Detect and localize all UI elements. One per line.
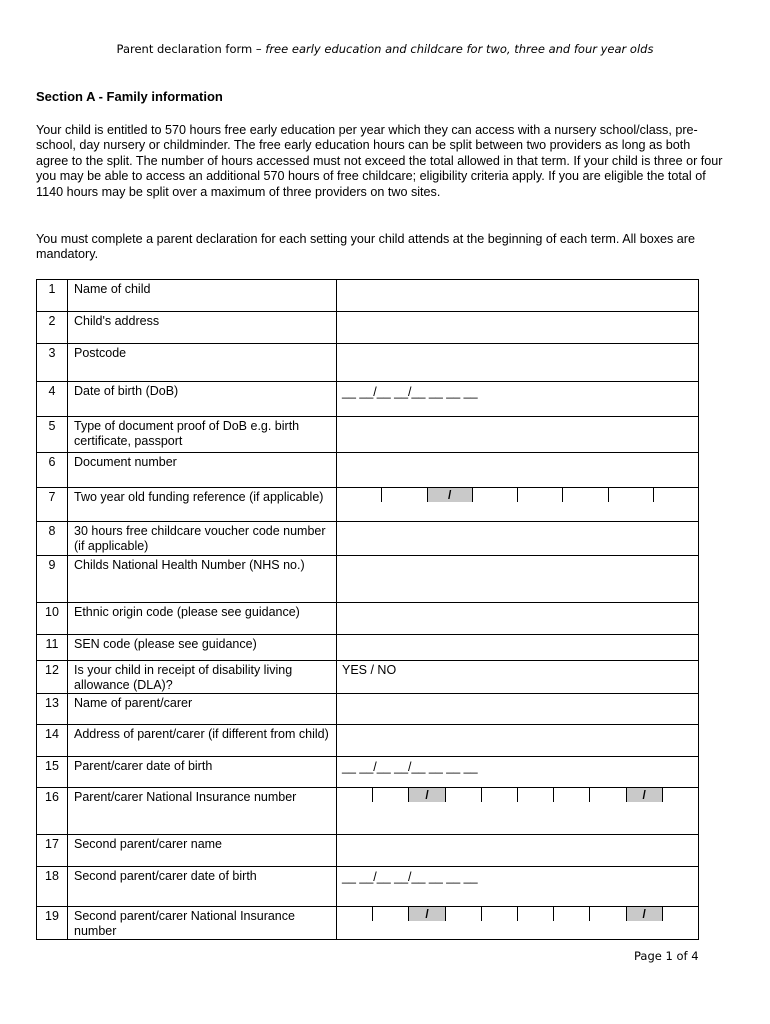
parent-ni-number-field[interactable] (337, 788, 699, 835)
separator-box (627, 788, 663, 802)
form-header (0, 42, 770, 56)
table-row (37, 788, 699, 835)
char-box[interactable] (554, 907, 590, 921)
row-number: 16 (37, 788, 68, 835)
char-box[interactable] (373, 788, 409, 802)
char-box[interactable] (337, 907, 373, 921)
row-label: Name of child (68, 280, 337, 312)
table-row (37, 694, 699, 725)
slash-mark: / (642, 907, 646, 921)
row-number: 7 (37, 488, 68, 522)
table-row (37, 556, 699, 603)
page-number: Page 1 of 4 (634, 949, 699, 963)
char-box[interactable] (518, 907, 554, 921)
date-placeholder: __ __/__ __/__ __ __ __ (342, 385, 478, 399)
table-row (37, 867, 699, 907)
table-row (37, 488, 699, 522)
postcode-field[interactable] (337, 344, 699, 382)
char-box[interactable] (482, 788, 518, 802)
table-row (37, 635, 699, 661)
sen-code-field[interactable] (337, 635, 699, 661)
parent-name-field[interactable] (337, 694, 699, 725)
row-number: 11 (37, 635, 68, 661)
funding-reference-field[interactable] (337, 488, 699, 522)
row-number: 19 (37, 907, 68, 940)
table-row (37, 382, 699, 417)
char-box[interactable] (337, 488, 382, 502)
row-number: 4 (37, 382, 68, 417)
row-label: Postcode (68, 344, 337, 382)
second-parent-dob-field[interactable] (337, 867, 699, 907)
table-row (37, 757, 699, 788)
row-label: Parent/carer National Insurance number (68, 788, 337, 835)
char-box[interactable] (554, 788, 590, 802)
row-label: Ethnic origin code (please see guidance) (68, 603, 337, 635)
separator-box (627, 907, 663, 921)
row-number: 1 (37, 280, 68, 312)
separator-box (428, 488, 473, 502)
child-dob-field[interactable] (337, 382, 699, 417)
char-box[interactable] (590, 907, 626, 921)
char-box[interactable] (446, 788, 482, 802)
row-label: Is your child in receipt of disability living allowance (DLA)? (68, 661, 337, 694)
char-box[interactable] (518, 788, 554, 802)
table-row (37, 725, 699, 757)
char-box[interactable] (590, 788, 626, 802)
row-number: 15 (37, 757, 68, 788)
char-box[interactable] (482, 907, 518, 921)
char-box[interactable] (563, 488, 608, 502)
voucher-code-field[interactable] (337, 522, 699, 556)
row-number: 10 (37, 603, 68, 635)
row-label: Second parent/carer name (68, 835, 337, 867)
char-box[interactable] (337, 788, 373, 802)
table-row (37, 280, 699, 312)
row-label: Type of document proof of DoB e.g. birth certificate, passport (68, 417, 337, 453)
char-box[interactable] (446, 907, 482, 921)
second-parent-name-field[interactable] (337, 835, 699, 867)
char-box[interactable] (609, 488, 654, 502)
table-row (37, 907, 699, 940)
char-box[interactable] (382, 488, 427, 502)
row-number: 12 (37, 661, 68, 694)
row-number: 14 (37, 725, 68, 757)
row-number: 17 (37, 835, 68, 867)
document-number-field[interactable] (337, 453, 699, 488)
row-number: 18 (37, 867, 68, 907)
table-row (37, 344, 699, 382)
instruction-paragraph: You must complete a parent declaration for each setting your child attends at the beginning of each term. All boxes are mandatory. (36, 232, 696, 262)
dla-field[interactable] (337, 661, 699, 694)
table-row (37, 453, 699, 488)
row-label: SEN code (please see guidance) (68, 635, 337, 661)
row-number: 6 (37, 453, 68, 488)
row-label: Document number (68, 453, 337, 488)
nhs-number-field[interactable] (337, 556, 699, 603)
date-placeholder: __ __/__ __/__ __ __ __ (342, 760, 478, 774)
family-information-table (36, 279, 699, 940)
row-label: Parent/carer date of birth (68, 757, 337, 788)
slash-mark: / (447, 488, 452, 502)
row-label: Second parent/carer National Insurance number (68, 907, 337, 940)
slash-mark: / (425, 788, 429, 802)
slash-mark: / (425, 907, 429, 921)
header-lead: Parent declaration form – (116, 42, 266, 56)
row-label: Childs National Health Number (NHS no.) (68, 556, 337, 603)
char-box[interactable] (663, 907, 698, 921)
row-number: 5 (37, 417, 68, 453)
row-label: Address of parent/carer (if different from child) (68, 725, 337, 757)
row-label: 30 hours free childcare voucher code number (if applicable) (68, 522, 337, 556)
row-label: Child's address (68, 312, 337, 344)
dob-proof-type-field[interactable] (337, 417, 699, 453)
row-label: Date of birth (DoB) (68, 382, 337, 417)
slash-mark: / (642, 788, 646, 802)
table-row (37, 835, 699, 867)
char-box[interactable] (654, 488, 698, 502)
row-number: 8 (37, 522, 68, 556)
char-box[interactable] (373, 907, 409, 921)
section-title: Section A - Family information (36, 89, 223, 104)
parent-address-field[interactable] (337, 725, 699, 757)
child-address-field[interactable] (337, 312, 699, 344)
row-label: Name of parent/carer (68, 694, 337, 725)
char-box[interactable] (518, 488, 563, 502)
second-parent-ni-number-field[interactable] (337, 907, 699, 940)
header-italic: free early education and childcare for two, three and four year olds (265, 42, 654, 56)
table-row (37, 312, 699, 344)
date-placeholder: __ __/__ __/__ __ __ __ (342, 870, 478, 884)
parent-dob-field[interactable] (337, 757, 699, 788)
char-box[interactable] (663, 788, 698, 802)
child-name-field[interactable] (337, 280, 699, 312)
row-label: Second parent/carer date of birth (68, 867, 337, 907)
table-row (37, 522, 699, 556)
row-number: 13 (37, 694, 68, 725)
intro-paragraph: Your child is entitled to 570 hours free early education per year which they can access with a nursery school/class, pre-school, day nursery or childminder. The free early education hours can be split between two providers as long as both agree to the split. The number of hours accessed must not exceed the total allowed in that term. If your child is three or four you may be able to access an additional 570 hours of free childcare; eligibility criteria apply. If you are eligible the total of 1140 hours may be split over a maximum of three providers on two sites. (36, 123, 723, 199)
table-row (37, 661, 699, 694)
separator-box (409, 788, 445, 802)
separator-box (409, 907, 445, 921)
yes-no-option[interactable]: YES / NO (342, 663, 397, 677)
ethnic-origin-code-field[interactable] (337, 603, 699, 635)
table-row (37, 417, 699, 453)
table-row (37, 603, 699, 635)
row-number: 3 (37, 344, 68, 382)
row-number: 2 (37, 312, 68, 344)
row-number: 9 (37, 556, 68, 603)
row-label: Two year old funding reference (if applicable) (68, 488, 337, 522)
char-box[interactable] (473, 488, 518, 502)
